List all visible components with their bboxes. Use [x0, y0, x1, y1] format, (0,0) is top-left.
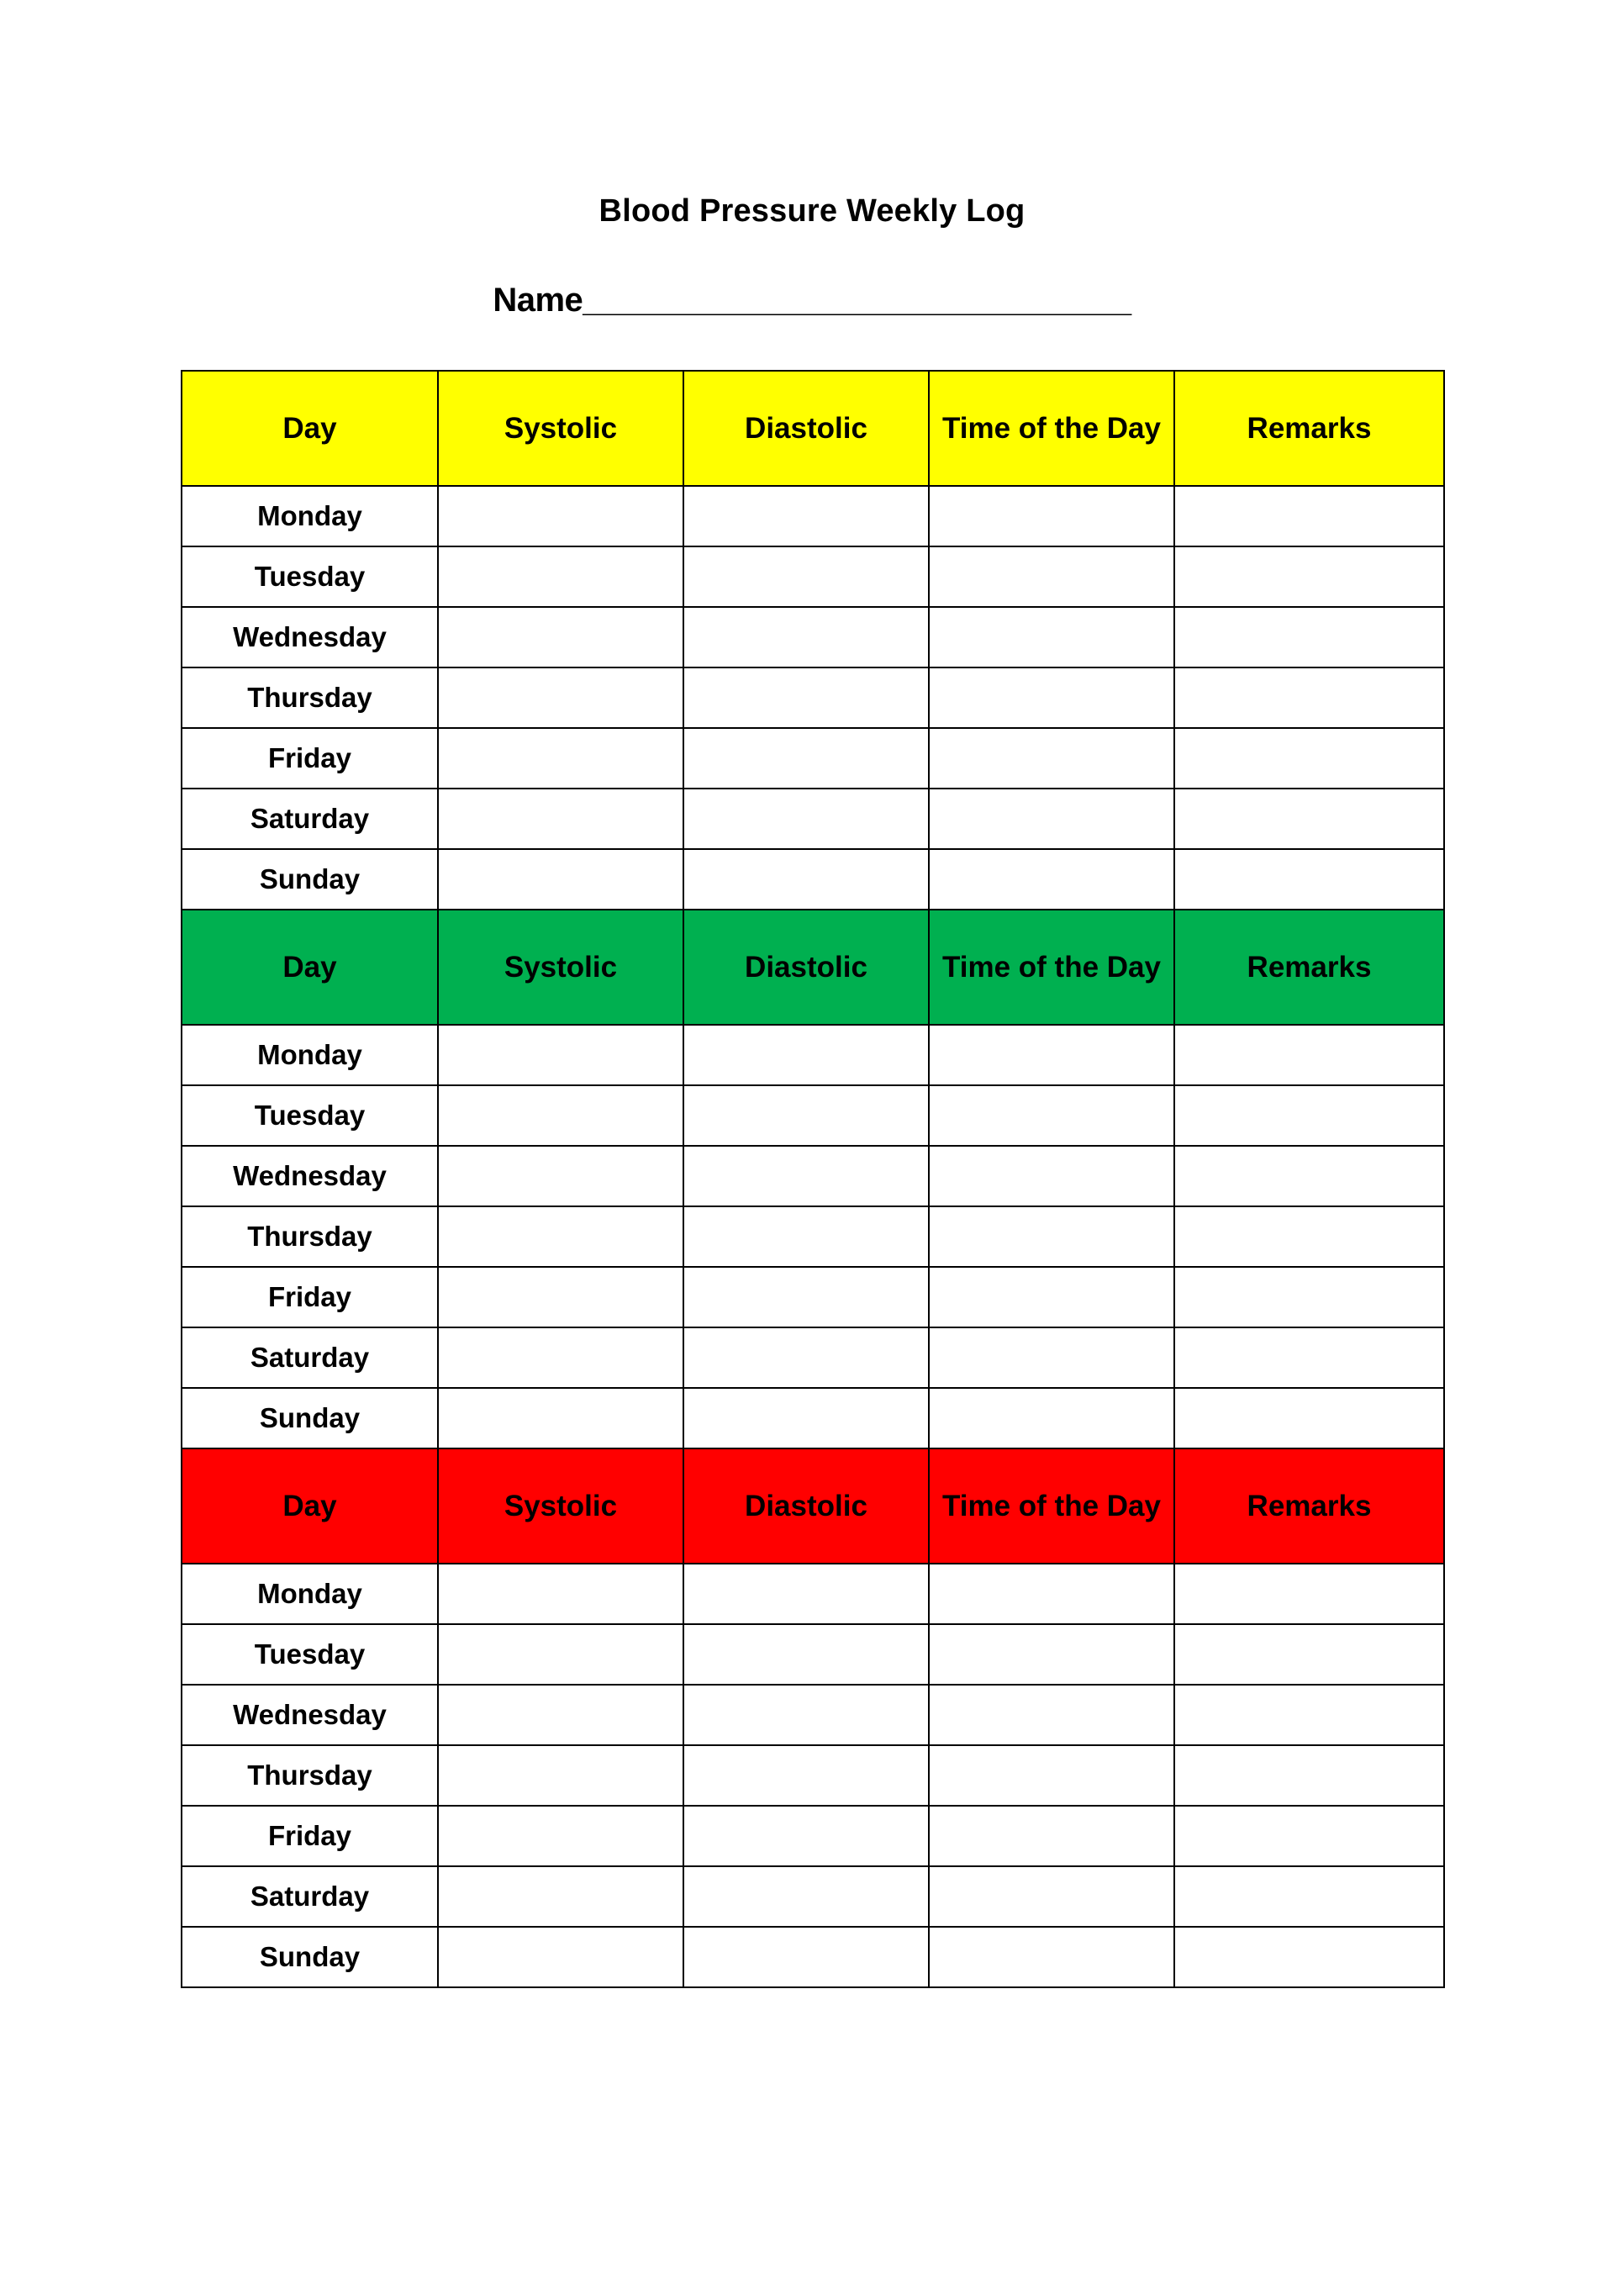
time-entry[interactable]	[929, 1685, 1174, 1745]
header-diastolic: Diastolic	[683, 910, 929, 1025]
time-entry[interactable]	[929, 789, 1174, 849]
time-entry[interactable]	[929, 1085, 1174, 1146]
day-label: Saturday	[182, 1866, 438, 1927]
systolic-entry[interactable]	[438, 1388, 683, 1448]
table-row	[182, 667, 1444, 728]
day-label: Tuesday	[182, 1624, 438, 1685]
systolic-entry[interactable]	[438, 1564, 683, 1624]
remarks-entry[interactable]	[1174, 789, 1444, 849]
time-entry[interactable]	[929, 1745, 1174, 1806]
systolic-entry[interactable]	[438, 1806, 683, 1866]
time-entry[interactable]	[929, 1327, 1174, 1388]
diastolic-entry[interactable]	[683, 1025, 929, 1085]
diastolic-entry[interactable]	[683, 1564, 929, 1624]
day-label: Wednesday	[182, 1685, 438, 1745]
remarks-entry[interactable]	[1174, 1564, 1444, 1624]
day-label: Wednesday	[182, 1146, 438, 1206]
table-header-row-2	[182, 910, 1444, 1025]
page-title: Blood Pressure Weekly Log	[598, 193, 1026, 229]
systolic-entry[interactable]	[438, 1267, 683, 1327]
time-entry[interactable]	[929, 728, 1174, 789]
table-row	[182, 1388, 1444, 1448]
table-row	[182, 486, 1444, 546]
day-label: Thursday	[182, 1206, 438, 1267]
time-entry[interactable]	[929, 1624, 1174, 1685]
diastolic-entry[interactable]	[683, 1806, 929, 1866]
systolic-entry[interactable]	[438, 1685, 683, 1745]
systolic-entry[interactable]	[438, 1745, 683, 1806]
table-row	[182, 1025, 1444, 1085]
time-entry[interactable]	[929, 486, 1174, 546]
day-label: Thursday	[182, 667, 438, 728]
day-label: Sunday	[182, 1388, 438, 1448]
systolic-entry[interactable]	[438, 1146, 683, 1206]
systolic-entry[interactable]	[438, 667, 683, 728]
header-remarks: Remarks	[1174, 1448, 1444, 1564]
time-entry[interactable]	[929, 1806, 1174, 1866]
time-entry[interactable]	[929, 1267, 1174, 1327]
diastolic-entry[interactable]	[683, 1267, 929, 1327]
systolic-entry[interactable]	[438, 1624, 683, 1685]
diastolic-entry[interactable]	[683, 849, 929, 910]
remarks-entry[interactable]	[1174, 667, 1444, 728]
header-diastolic: Diastolic	[683, 1448, 929, 1564]
remarks-entry[interactable]	[1174, 1206, 1444, 1267]
time-entry[interactable]	[929, 1146, 1174, 1206]
systolic-entry[interactable]	[438, 1085, 683, 1146]
table-row	[182, 1206, 1444, 1267]
bp-log-table-section-1	[181, 370, 1445, 1988]
day-label: Saturday	[182, 789, 438, 849]
diastolic-entry[interactable]	[683, 667, 929, 728]
time-entry[interactable]	[929, 1564, 1174, 1624]
day-label: Tuesday	[182, 1085, 438, 1146]
diastolic-entry[interactable]	[683, 607, 929, 667]
remarks-entry[interactable]	[1174, 1146, 1444, 1206]
table-row	[182, 1564, 1444, 1624]
header-day: Day	[182, 371, 438, 486]
day-label: Tuesday	[182, 546, 438, 607]
day-label: Sunday	[182, 849, 438, 910]
systolic-entry[interactable]	[438, 849, 683, 910]
remarks-entry[interactable]	[1174, 1685, 1444, 1745]
diastolic-entry[interactable]	[683, 1388, 929, 1448]
diastolic-entry[interactable]	[683, 1206, 929, 1267]
table-row	[182, 789, 1444, 849]
day-label: Thursday	[182, 1745, 438, 1806]
diastolic-entry[interactable]	[683, 1866, 929, 1927]
header-time-of-day: Time of the Day	[929, 371, 1174, 486]
remarks-entry[interactable]	[1174, 1267, 1444, 1327]
systolic-entry[interactable]	[438, 789, 683, 849]
systolic-entry[interactable]	[438, 1866, 683, 1927]
remarks-entry[interactable]	[1174, 1327, 1444, 1388]
table-row	[182, 1146, 1444, 1206]
header-systolic: Systolic	[438, 371, 683, 486]
diastolic-entry[interactable]	[683, 789, 929, 849]
remarks-entry[interactable]	[1174, 728, 1444, 789]
time-entry[interactable]	[929, 1025, 1174, 1085]
table-row	[182, 728, 1444, 789]
table-row	[182, 1685, 1444, 1745]
time-entry[interactable]	[929, 1388, 1174, 1448]
remarks-entry[interactable]	[1174, 1745, 1444, 1806]
remarks-entry[interactable]	[1174, 849, 1444, 910]
diastolic-entry[interactable]	[683, 1085, 929, 1146]
remarks-entry[interactable]	[1174, 1866, 1444, 1927]
table-row	[182, 1327, 1444, 1388]
remarks-entry[interactable]	[1174, 1085, 1444, 1146]
remarks-entry[interactable]	[1174, 1624, 1444, 1685]
day-label: Monday	[182, 1025, 438, 1085]
systolic-entry[interactable]	[438, 1327, 683, 1388]
time-entry[interactable]	[929, 1206, 1174, 1267]
diastolic-entry[interactable]	[683, 1745, 929, 1806]
diastolic-entry[interactable]	[683, 1146, 929, 1206]
day-label: Monday	[182, 1564, 438, 1624]
page	[0, 193, 1624, 2295]
systolic-entry[interactable]	[438, 1025, 683, 1085]
remarks-entry[interactable]	[1174, 1927, 1444, 1987]
day-label: Sunday	[182, 1927, 438, 1987]
time-entry[interactable]	[929, 1866, 1174, 1927]
header-systolic: Systolic	[438, 1448, 683, 1564]
table-row	[182, 1806, 1444, 1866]
table-row	[182, 1866, 1444, 1927]
header-day: Day	[182, 910, 438, 1025]
diastolic-entry[interactable]	[683, 1624, 929, 1685]
day-label: Monday	[182, 486, 438, 546]
remarks-entry[interactable]	[1174, 486, 1444, 546]
time-entry[interactable]	[929, 849, 1174, 910]
table-row	[182, 607, 1444, 667]
diastolic-entry[interactable]	[683, 546, 929, 607]
day-label: Saturday	[182, 1327, 438, 1388]
remarks-entry[interactable]	[1174, 1025, 1444, 1085]
header-time-of-day: Time of the Day	[929, 910, 1174, 1025]
header-systolic: Systolic	[438, 910, 683, 1025]
table-row	[182, 1085, 1444, 1146]
day-label: Wednesday	[182, 607, 438, 667]
diastolic-entry[interactable]	[683, 728, 929, 789]
remarks-entry[interactable]	[1174, 1388, 1444, 1448]
systolic-entry[interactable]	[438, 1206, 683, 1267]
header-remarks: Remarks	[1174, 910, 1444, 1025]
log-tables	[181, 370, 1443, 1988]
header-diastolic: Diastolic	[683, 371, 929, 486]
name-field-label: Name______________________________	[493, 282, 1131, 319]
table-header-row-1	[182, 371, 1444, 486]
table-row	[182, 1624, 1444, 1685]
table-row	[182, 1927, 1444, 1987]
diastolic-entry[interactable]	[683, 1327, 929, 1388]
systolic-entry[interactable]	[438, 728, 683, 789]
diastolic-entry[interactable]	[683, 486, 929, 546]
systolic-entry[interactable]	[438, 607, 683, 667]
diastolic-entry[interactable]	[683, 1685, 929, 1745]
remarks-entry[interactable]	[1174, 546, 1444, 607]
table-row	[182, 1267, 1444, 1327]
header-day: Day	[182, 1448, 438, 1564]
table-header-row-3	[182, 1448, 1444, 1564]
day-label: Friday	[182, 728, 438, 789]
systolic-entry[interactable]	[438, 546, 683, 607]
systolic-entry[interactable]	[438, 486, 683, 546]
time-entry[interactable]	[929, 546, 1174, 607]
time-entry[interactable]	[929, 607, 1174, 667]
day-label: Friday	[182, 1806, 438, 1866]
remarks-entry[interactable]	[1174, 607, 1444, 667]
table-row	[182, 546, 1444, 607]
systolic-entry[interactable]	[438, 1927, 683, 1987]
time-entry[interactable]	[929, 1927, 1174, 1987]
remarks-entry[interactable]	[1174, 1806, 1444, 1866]
header-remarks: Remarks	[1174, 371, 1444, 486]
time-entry[interactable]	[929, 667, 1174, 728]
day-label: Friday	[182, 1267, 438, 1327]
table-row	[182, 1745, 1444, 1806]
table-row	[182, 849, 1444, 910]
header-time-of-day: Time of the Day	[929, 1448, 1174, 1564]
diastolic-entry[interactable]	[683, 1927, 929, 1987]
